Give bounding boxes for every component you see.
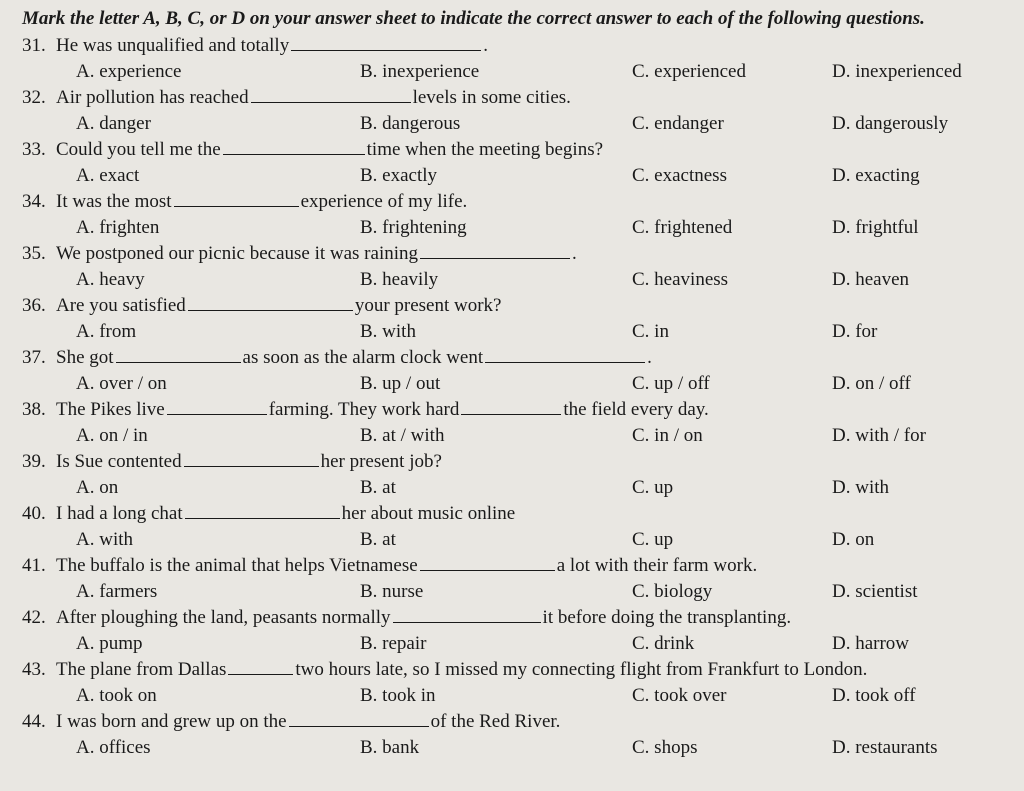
- option-a: A. over / on: [76, 373, 167, 394]
- option-a: A. from: [76, 321, 137, 342]
- option-c: C. heaviness: [632, 269, 729, 290]
- option-a: A. exact: [76, 165, 140, 186]
- question-text: After ploughing the land, peasants normally: [56, 607, 391, 628]
- question-text: her about music online: [341, 503, 516, 524]
- question-text: She got: [56, 347, 114, 368]
- question-number: 37.: [22, 347, 46, 368]
- answer-blank: [251, 86, 411, 103]
- question-32: [22, 85, 1024, 111]
- option-b: B. frightening: [360, 217, 467, 238]
- option-a: A. frighten: [76, 217, 160, 238]
- option-b: B. up / out: [360, 373, 441, 394]
- option-d: D. harrow: [832, 633, 910, 654]
- question-text: of the Red River.: [430, 711, 561, 732]
- question-number: 41.: [22, 555, 46, 576]
- option-a: A. pump: [76, 633, 143, 654]
- question-text: experience of my life.: [300, 191, 468, 212]
- options-row: [22, 579, 1024, 605]
- question-text: .: [483, 35, 488, 56]
- question-text: farming. They work hard: [268, 399, 460, 420]
- answer-blank: [461, 398, 561, 415]
- question-text: I was born and grew up on the: [56, 711, 287, 732]
- answer-blank: [116, 346, 241, 363]
- question-number: 42.: [22, 607, 46, 628]
- question-41: [22, 553, 1024, 579]
- answer-blank: [174, 190, 299, 207]
- question-text: the field every day.: [563, 399, 709, 420]
- options-row: [22, 215, 1024, 241]
- option-d: D. inexperienced: [832, 61, 962, 82]
- question-text: The plane from Dallas: [56, 659, 227, 680]
- option-d: D. on / off: [832, 373, 911, 394]
- question-text: your present work?: [354, 295, 502, 316]
- question-number: 43.: [22, 659, 46, 680]
- option-c: C. frightened: [632, 217, 733, 238]
- option-c: C. in / on: [632, 425, 703, 446]
- answer-blank: [188, 294, 353, 311]
- question-text: it before doing the transplanting.: [542, 607, 792, 628]
- option-d: D. dangerously: [832, 113, 949, 134]
- option-b: B. inexperience: [360, 61, 480, 82]
- option-b: B. bank: [360, 737, 420, 758]
- question-36: [22, 293, 1024, 319]
- options-row: [22, 59, 1024, 85]
- option-c: C. experienced: [632, 61, 746, 82]
- options-row: [22, 111, 1024, 137]
- answer-blank: [420, 554, 555, 571]
- question-text: The buffalo is the animal that helps Vietnamese: [56, 555, 418, 576]
- options-row: [22, 163, 1024, 189]
- option-b: B. nurse: [360, 581, 424, 602]
- instructions: Mark the letter A, B, C, or D on your answer sheet to indicate the correct answer to each of the following questions.: [22, 8, 925, 29]
- question-35: [22, 241, 1024, 267]
- options-row: [22, 267, 1024, 293]
- answer-blank: [393, 606, 541, 623]
- question-text: as soon as the alarm clock went: [242, 347, 484, 368]
- question-number: 33.: [22, 139, 46, 160]
- options-row: [22, 683, 1024, 709]
- question-number: 39.: [22, 451, 46, 472]
- question-33: [22, 137, 1024, 163]
- option-c: C. took over: [632, 685, 727, 706]
- option-a: A. took on: [76, 685, 157, 706]
- option-a: A. on: [76, 477, 119, 498]
- question-number: 44.: [22, 711, 46, 732]
- option-c: C. shops: [632, 737, 698, 758]
- question-text: time when the meeting begins?: [366, 139, 604, 160]
- option-d: D. exacting: [832, 165, 920, 186]
- option-c: C. up: [632, 529, 674, 550]
- question-43: [22, 657, 1024, 683]
- options-row: [22, 735, 1024, 761]
- option-d: D. heaven: [832, 269, 910, 290]
- question-number: 34.: [22, 191, 46, 212]
- question-number: 40.: [22, 503, 46, 524]
- question-42: [22, 605, 1024, 631]
- option-a: A. danger: [76, 113, 151, 134]
- option-d: D. with: [832, 477, 889, 498]
- answer-blank: [185, 502, 340, 519]
- option-c: C. in: [632, 321, 669, 342]
- question-37: [22, 345, 1024, 371]
- options-row: [22, 631, 1024, 657]
- option-b: B. at / with: [360, 425, 445, 446]
- question-number: 32.: [22, 87, 46, 108]
- option-a: A. heavy: [76, 269, 145, 290]
- option-a: A. farmers: [76, 581, 158, 602]
- question-text: her present job?: [320, 451, 442, 472]
- option-c: C. endanger: [632, 113, 724, 134]
- option-b: B. repair: [360, 633, 427, 654]
- answer-blank: [291, 34, 481, 51]
- answer-blank: [485, 346, 645, 363]
- question-40: [22, 501, 1024, 527]
- question-number: 36.: [22, 295, 46, 316]
- options-row: [22, 527, 1024, 553]
- question-text: .: [572, 243, 577, 264]
- question-text: It was the most: [56, 191, 172, 212]
- answer-blank: [420, 242, 570, 259]
- option-d: D. took off: [832, 685, 916, 706]
- option-b: B. heavily: [360, 269, 439, 290]
- question-text: levels in some cities.: [412, 87, 571, 108]
- option-b: B. with: [360, 321, 416, 342]
- option-b: B. at: [360, 529, 396, 550]
- question-text: Are you satisfied: [56, 295, 186, 316]
- option-c: C. biology: [632, 581, 713, 602]
- answer-blank: [228, 658, 293, 675]
- option-c: C. up / off: [632, 373, 710, 394]
- question-38: [22, 397, 1024, 423]
- options-row: [22, 371, 1024, 397]
- option-c: C. exactness: [632, 165, 727, 186]
- answer-blank: [223, 138, 365, 155]
- option-c: C. up: [632, 477, 674, 498]
- question-number: 35.: [22, 243, 46, 264]
- question-text: I had a long chat: [56, 503, 183, 524]
- option-b: B. dangerous: [360, 113, 461, 134]
- option-d: D. frightful: [832, 217, 919, 238]
- question-text: We postponed our picnic because it was raining: [56, 243, 419, 264]
- question-number: 38.: [22, 399, 46, 420]
- answer-blank: [289, 710, 429, 727]
- option-b: B. at: [360, 477, 396, 498]
- option-b: B. took in: [360, 685, 436, 706]
- option-a: A. with: [76, 529, 133, 550]
- options-row: [22, 423, 1024, 449]
- option-c: C. drink: [632, 633, 695, 654]
- question-text: a lot with their farm work.: [556, 555, 758, 576]
- option-d: D. scientist: [832, 581, 918, 602]
- option-a: A. on / in: [76, 425, 148, 446]
- question-text: two hours late, so I missed my connecting flight from Frankfurt to London.: [295, 659, 868, 680]
- option-d: D. restaurants: [832, 737, 938, 758]
- option-b: B. exactly: [360, 165, 438, 186]
- option-d: D. on: [832, 529, 875, 550]
- question-number: 31.: [22, 35, 46, 56]
- question-34: [22, 189, 1024, 215]
- question-text: .: [647, 347, 652, 368]
- option-a: A. offices: [76, 737, 151, 758]
- question-text: The Pikes live: [56, 399, 165, 420]
- options-row: [22, 475, 1024, 501]
- answer-blank: [184, 450, 319, 467]
- question-text: Could you tell me the: [56, 139, 221, 160]
- option-a: A. experience: [76, 61, 182, 82]
- question-text: He was unqualified and totally: [56, 35, 290, 56]
- question-39: [22, 449, 1024, 475]
- option-d: D. with / for: [832, 425, 926, 446]
- question-text: Air pollution has reached: [56, 87, 249, 108]
- answer-blank: [167, 398, 267, 415]
- option-d: D. for: [832, 321, 878, 342]
- question-list: [22, 33, 1024, 761]
- question-text: Is Sue contented: [56, 451, 182, 472]
- question-44: [22, 709, 1024, 735]
- options-row: [22, 319, 1024, 345]
- question-31: [22, 33, 1024, 59]
